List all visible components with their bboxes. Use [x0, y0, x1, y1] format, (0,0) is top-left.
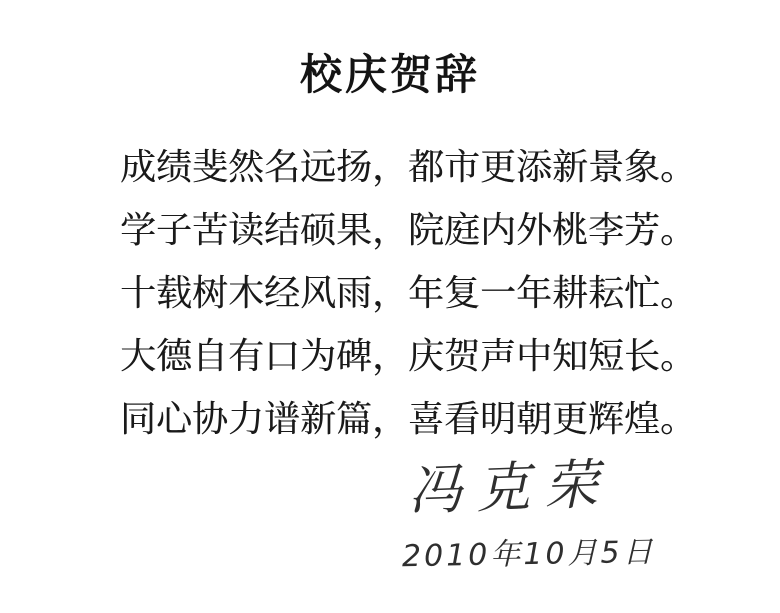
page-title: 校庆贺辞	[299, 53, 480, 99]
handwritten-signature: 冯克荣	[406, 452, 614, 523]
handwritten-date: 2010年10月5日	[401, 534, 656, 575]
poem-line: 十载树木经风雨，年复一年耕耘忙。	[120, 273, 697, 313]
poem-line: 学子苦读结硕果，院庭内外桃李芳。	[120, 210, 697, 250]
poem-line: 大德自有口为碑，庆贺声中知短长。	[120, 336, 697, 376]
poem	[120, 136, 700, 451]
poem-line: 成绩斐然名远扬，都市更添新景象。	[120, 147, 697, 187]
poem-line: 同心协力谱新篇，喜看明朝更辉煌。	[120, 399, 697, 439]
